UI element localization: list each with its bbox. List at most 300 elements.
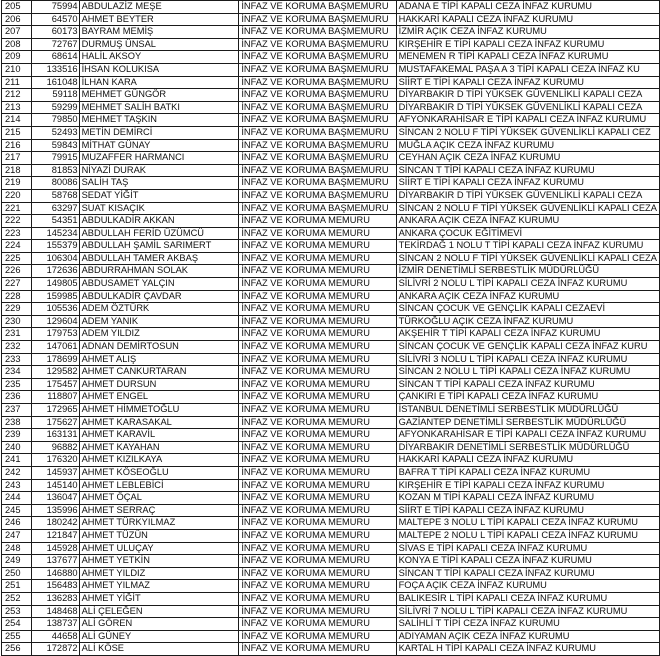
full-name-cell: AHMET KAYAHAN xyxy=(79,441,239,454)
job-title-cell: İNFAZ VE KORUMA MEMURU xyxy=(239,643,396,656)
full-name-cell: AHMET ENGEL xyxy=(79,391,239,404)
table-row xyxy=(2,529,660,542)
registry-number-cell: 44658 xyxy=(31,630,79,643)
job-title-cell: İNFAZ VE KORUMA MEMURU xyxy=(239,303,396,316)
registry-number-cell: 176320 xyxy=(31,454,79,467)
registry-number-cell: 75994 xyxy=(31,1,79,14)
table-row xyxy=(2,278,660,291)
full-name-cell: ABDULLAH ŞAMİL SARIMERT xyxy=(79,240,239,253)
full-name-cell: SEDAT YİĞİT xyxy=(79,189,239,202)
row-number-cell: 228 xyxy=(2,290,32,303)
table-row xyxy=(2,164,660,177)
row-number-cell: 240 xyxy=(2,441,32,454)
job-title-cell: İNFAZ VE KORUMA MEMURU xyxy=(239,605,396,618)
institution-cell: SİNCAN T TİPİ KAPALI CEZA İNFAZ KURUMU xyxy=(396,164,659,177)
job-title-cell: İNFAZ VE KORUMA BAŞMEMURU xyxy=(239,189,396,202)
job-title-cell: İNFAZ VE KORUMA MEMURU xyxy=(239,517,396,530)
full-name-cell: NİYAZİ DURAK xyxy=(79,164,239,177)
registry-number-cell: 118807 xyxy=(31,391,79,404)
job-title-cell: İNFAZ VE KORUMA MEMURU xyxy=(239,378,396,391)
row-number-cell: 216 xyxy=(2,139,32,152)
table-row xyxy=(2,227,660,240)
job-title-cell: İNFAZ VE KORUMA MEMURU xyxy=(239,630,396,643)
row-number-cell: 249 xyxy=(2,555,32,568)
institution-cell: BALIKESİR L TİPİ KAPALI CEZA İNFAZ KURUMU xyxy=(396,592,659,605)
row-number-cell: 206 xyxy=(2,13,32,26)
table-row xyxy=(2,126,660,139)
job-title-cell: İNFAZ VE KORUMA MEMURU xyxy=(239,290,396,303)
institution-cell: DİYARBAKIR D TİPİ YÜKSEK GÜVENLİKLİ KAPALI CEZA xyxy=(396,89,659,102)
full-name-cell: AHMET TÜRKYILMAZ xyxy=(79,517,239,530)
table-row xyxy=(2,114,660,127)
row-number-cell: 232 xyxy=(2,341,32,354)
registry-number-cell: 156483 xyxy=(31,580,79,593)
row-number-cell: 230 xyxy=(2,315,32,328)
registry-number-cell: 54351 xyxy=(31,215,79,228)
row-number-cell: 211 xyxy=(2,76,32,89)
registry-number-cell: 136283 xyxy=(31,592,79,605)
job-title-cell: İNFAZ VE KORUMA MEMURU xyxy=(239,580,396,593)
full-name-cell: AHMET HİMMETOĞLU xyxy=(79,404,239,417)
institution-cell: DİYARBAKIR D TİPİ YÜKSEK GÜVENLİKLİ KAPALI CEZA xyxy=(396,189,659,202)
full-name-cell: ABDUSAMET YALÇIN xyxy=(79,278,239,291)
job-title-cell: İNFAZ VE KORUMA BAŞMEMURU xyxy=(239,1,396,14)
row-number-cell: 222 xyxy=(2,215,32,228)
row-number-cell: 236 xyxy=(2,391,32,404)
full-name-cell: İHSAN KOLUKISA xyxy=(79,63,239,76)
table-row xyxy=(2,341,660,354)
institution-cell: MALTEPE 3 NOLU L TİPİ KAPALI CEZA İNFAZ KURUMU xyxy=(396,517,659,530)
row-number-cell: 214 xyxy=(2,114,32,127)
job-title-cell: İNFAZ VE KORUMA BAŞMEMURU xyxy=(239,101,396,114)
registry-number-cell: 59118 xyxy=(31,89,79,102)
row-number-cell: 207 xyxy=(2,26,32,39)
full-name-cell: MEHMET SALİH BATKI xyxy=(79,101,239,114)
registry-number-cell: 161048 xyxy=(31,76,79,89)
institution-cell: DİYARBAKIR D TİPİ YÜKSEK GÜVENLİKLİ KAPALI CEZA xyxy=(396,101,659,114)
registry-number-cell: 79915 xyxy=(31,152,79,165)
institution-cell: ADANA E TİPİ KAPALI CEZA İNFAZ KURUMU xyxy=(396,1,659,14)
table-row xyxy=(2,328,660,341)
registry-number-cell: 58768 xyxy=(31,189,79,202)
table-row xyxy=(2,101,660,114)
job-title-cell: İNFAZ VE KORUMA MEMURU xyxy=(239,240,396,253)
full-name-cell: METİN DEMİRCİ xyxy=(79,126,239,139)
table-row xyxy=(2,76,660,89)
table-row xyxy=(2,139,660,152)
registry-number-cell: 59299 xyxy=(31,101,79,114)
registry-number-cell: 138737 xyxy=(31,618,79,631)
full-name-cell: AHMET KIZILKAYA xyxy=(79,454,239,467)
full-name-cell: AHMET DURSUN xyxy=(79,378,239,391)
row-number-cell: 239 xyxy=(2,429,32,442)
full-name-cell: ABDULLAH FERİD ÜZÜMCÜ xyxy=(79,227,239,240)
row-number-cell: 231 xyxy=(2,328,32,341)
table-row xyxy=(2,630,660,643)
table-row xyxy=(2,441,660,454)
table-row xyxy=(2,391,660,404)
full-name-cell: ABDURRAHMAN SOLAK xyxy=(79,265,239,278)
institution-cell: FOÇA AÇIK CEZA İNFAZ KURUMU xyxy=(396,580,659,593)
institution-cell: BAFRA T TİPİ KAPALI CEZA İNFAZ KURUMU xyxy=(396,466,659,479)
job-title-cell: İNFAZ VE KORUMA BAŞMEMURU xyxy=(239,89,396,102)
institution-cell: HAKKARİ KAPALI CEZA İNFAZ KURUMU xyxy=(396,454,659,467)
row-number-cell: 250 xyxy=(2,567,32,580)
full-name-cell: AHMET YILDIZ xyxy=(79,567,239,580)
table-row xyxy=(2,605,660,618)
table-row xyxy=(2,265,660,278)
row-number-cell: 255 xyxy=(2,630,32,643)
job-title-cell: İNFAZ VE KORUMA BAŞMEMURU xyxy=(239,177,396,190)
institution-cell: ANKARA AÇIK CEZA İNFAZ KURUMU xyxy=(396,290,659,303)
full-name-cell: AHMET BEYTER xyxy=(79,13,239,26)
row-number-cell: 242 xyxy=(2,466,32,479)
table-row xyxy=(2,492,660,505)
table-row xyxy=(2,177,660,190)
institution-cell: SİLİVRİ 3 NOLU L TİPİ KAPALI CEZA İNFAZ KURUMU xyxy=(396,353,659,366)
row-number-cell: 220 xyxy=(2,189,32,202)
full-name-cell: ALİ ÇELEĞEN xyxy=(79,605,239,618)
table-row xyxy=(2,517,660,530)
table-row xyxy=(2,63,660,76)
institution-cell: SİNCAN ÇOCUK VE GENÇLİK KAPALI CEZA İNFAZ KURU xyxy=(396,341,659,354)
row-number-cell: 252 xyxy=(2,592,32,605)
row-number-cell: 248 xyxy=(2,542,32,555)
registry-number-cell: 178699 xyxy=(31,353,79,366)
institution-cell: SİLİVRİ 2 NOLU L TİPİ KAPALI CEZA İNFAZ KURUMU xyxy=(396,278,659,291)
registry-number-cell: 64570 xyxy=(31,13,79,26)
job-title-cell: İNFAZ VE KORUMA BAŞMEMURU xyxy=(239,63,396,76)
institution-cell: KONYA E TİPİ KAPALI CEZA İNFAZ KURUMU xyxy=(396,555,659,568)
table-row xyxy=(2,378,660,391)
row-number-cell: 254 xyxy=(2,618,32,631)
institution-cell: SİİRT E TİPİ KAPALI CEZA İNFAZ KURUMU xyxy=(396,76,659,89)
job-title-cell: İNFAZ VE KORUMA MEMURU xyxy=(239,504,396,517)
table-row xyxy=(2,504,660,517)
row-number-cell: 226 xyxy=(2,265,32,278)
row-number-cell: 218 xyxy=(2,164,32,177)
full-name-cell: ADEM YILDIZ xyxy=(79,328,239,341)
full-name-cell: SUAT KISAÇIK xyxy=(79,202,239,215)
institution-cell: SALİHLİ T TİPİ CEZA İNFAZ KURUMU xyxy=(396,618,659,631)
institution-cell: SİİRT E TİPİ KAPALI CEZA İNFAZ KURUMU xyxy=(396,504,659,517)
job-title-cell: İNFAZ VE KORUMA BAŞMEMURU xyxy=(239,38,396,51)
job-title-cell: İNFAZ VE KORUMA MEMURU xyxy=(239,479,396,492)
registry-number-cell: 129604 xyxy=(31,315,79,328)
institution-cell: SİNCAN 2 NOLU L TİPİ KAPALI CEZA İNFAZ KURUMU xyxy=(396,366,659,379)
table-row xyxy=(2,416,660,429)
table-row xyxy=(2,567,660,580)
registry-number-cell: 105536 xyxy=(31,303,79,316)
institution-cell: SİNCAN 2 NOLU F TİPİ YÜKSEK GÜVENLİKLİ KAPALI CEZA xyxy=(396,202,659,215)
row-number-cell: 253 xyxy=(2,605,32,618)
registry-number-cell: 145937 xyxy=(31,466,79,479)
registry-number-cell: 79850 xyxy=(31,114,79,127)
full-name-cell: ALİ GÜNEY xyxy=(79,630,239,643)
registry-number-cell: 96882 xyxy=(31,441,79,454)
job-title-cell: İNFAZ VE KORUMA MEMURU xyxy=(239,353,396,366)
table-row xyxy=(2,643,660,656)
full-name-cell: ABDULLAH TAMER AKBAŞ xyxy=(79,252,239,265)
job-title-cell: İNFAZ VE KORUMA MEMURU xyxy=(239,567,396,580)
institution-cell: SİNCAN T TİPİ KAPALI CEZA İNFAZ KURUMU xyxy=(396,567,659,580)
institution-cell: ANKARA AÇIK CEZA İNFAZ KURUMU xyxy=(396,215,659,228)
registry-number-cell: 163131 xyxy=(31,429,79,442)
row-number-cell: 212 xyxy=(2,89,32,102)
institution-cell: İZMİR AÇIK CEZA İNFAZ KURUMU xyxy=(396,26,659,39)
institution-cell: İZMİR DENETİMLİ SERBESTLİK MÜDÜRLÜĞÜ xyxy=(396,265,659,278)
institution-cell: MUSTAFAKEMAL PAŞA A 3 TİPİ KAPALI CEZA İNFAZ KU xyxy=(396,63,659,76)
table-row xyxy=(2,555,660,568)
table-row xyxy=(2,290,660,303)
full-name-cell: HALİL AKSOY xyxy=(79,51,239,64)
row-number-cell: 245 xyxy=(2,504,32,517)
registry-number-cell: 72767 xyxy=(31,38,79,51)
table-row xyxy=(2,252,660,265)
registry-number-cell: 159985 xyxy=(31,290,79,303)
institution-cell: GAZİANTEP DENETİMLİ SERBESTLİK MÜDÜRLÜĞÜ xyxy=(396,416,659,429)
institution-cell: KIRŞEHİR E TİPİ KAPALI CEZA İNFAZ KURUMU xyxy=(396,38,659,51)
registry-number-cell: 155379 xyxy=(31,240,79,253)
job-title-cell: İNFAZ VE KORUMA MEMURU xyxy=(239,441,396,454)
institution-cell: AKŞEHİR T TİPİ KAPALI CEZA İNFAZ KURUMU xyxy=(396,328,659,341)
institution-cell: İSTANBUL DENETİMLİ SERBESTLİK MÜDÜRLÜĞÜ xyxy=(396,404,659,417)
institution-cell: AFYONKARAHİSAR E TİPİ KAPALI CEZA İNFAZ KURUMU xyxy=(396,429,659,442)
registry-number-cell: 121847 xyxy=(31,529,79,542)
table-row xyxy=(2,618,660,631)
table-row xyxy=(2,315,660,328)
registry-number-cell: 175627 xyxy=(31,416,79,429)
row-number-cell: 247 xyxy=(2,529,32,542)
registry-number-cell: 59843 xyxy=(31,139,79,152)
registry-number-cell: 145234 xyxy=(31,227,79,240)
table-row xyxy=(2,89,660,102)
full-name-cell: AHMET TÜZÜN xyxy=(79,529,239,542)
full-name-cell: ABDULKADİR ÇAVDAR xyxy=(79,290,239,303)
institution-cell: SİNCAN 2 NOLU F TİPİ YÜKSEK GÜVENLİKLİ KAPALI CEZ xyxy=(396,126,659,139)
registry-number-cell: 149805 xyxy=(31,278,79,291)
job-title-cell: İNFAZ VE KORUMA MEMURU xyxy=(239,215,396,228)
row-number-cell: 210 xyxy=(2,63,32,76)
full-name-cell: AHMET YETKİN xyxy=(79,555,239,568)
table-row xyxy=(2,454,660,467)
job-title-cell: İNFAZ VE KORUMA BAŞMEMURU xyxy=(239,13,396,26)
job-title-cell: İNFAZ VE KORUMA BAŞMEMURU xyxy=(239,139,396,152)
full-name-cell: ALİ GÖREN xyxy=(79,618,239,631)
full-name-cell: AHMET SERRAÇ xyxy=(79,504,239,517)
full-name-cell: ABDULAZİZ MEŞE xyxy=(79,1,239,14)
job-title-cell: İNFAZ VE KORUMA MEMURU xyxy=(239,404,396,417)
registry-number-cell: 180242 xyxy=(31,517,79,530)
full-name-cell: MEHMET TAŞKIN xyxy=(79,114,239,127)
registry-number-cell: 63297 xyxy=(31,202,79,215)
institution-cell: HAKKARİ KAPALI CEZA İNFAZ KURUMU xyxy=(396,13,659,26)
row-number-cell: 238 xyxy=(2,416,32,429)
job-title-cell: İNFAZ VE KORUMA MEMURU xyxy=(239,529,396,542)
job-title-cell: İNFAZ VE KORUMA MEMURU xyxy=(239,555,396,568)
institution-cell: ADIYAMAN AÇIK CEZA İNFAZ KURUMU xyxy=(396,630,659,643)
row-number-cell: 235 xyxy=(2,378,32,391)
full-name-cell: SALİH TAŞ xyxy=(79,177,239,190)
institution-cell: ÇANKIRI E TİPİ KAPALI CEZA İNFAZ KURUMU xyxy=(396,391,659,404)
job-title-cell: İNFAZ VE KORUMA BAŞMEMURU xyxy=(239,76,396,89)
job-title-cell: İNFAZ VE KORUMA MEMURU xyxy=(239,315,396,328)
job-title-cell: İNFAZ VE KORUMA BAŞMEMURU xyxy=(239,152,396,165)
institution-cell: SİVAS E TİPİ KAPALI CEZA İNFAZ KURUMU xyxy=(396,542,659,555)
personnel-table xyxy=(1,0,660,656)
institution-cell: CEYHAN AÇIK CEZA İNFAZ KURUMU xyxy=(396,152,659,165)
institution-cell: DİYARBAKIR DENETİMLİ SERBESTLİK MÜDÜRLÜĞÜ xyxy=(396,441,659,454)
row-number-cell: 244 xyxy=(2,492,32,505)
full-name-cell: DURMUŞ ÜNSAL xyxy=(79,38,239,51)
table-row xyxy=(2,215,660,228)
registry-number-cell: 133516 xyxy=(31,63,79,76)
table-row xyxy=(2,26,660,39)
institution-cell: KARTAL H TİPİ KAPALI CEZA İNFAZ KURUMU xyxy=(396,643,659,656)
full-name-cell: MİTHAT GÜNAY xyxy=(79,139,239,152)
row-number-cell: 221 xyxy=(2,202,32,215)
full-name-cell: ADEM YANIK xyxy=(79,315,239,328)
job-title-cell: İNFAZ VE KORUMA MEMURU xyxy=(239,265,396,278)
full-name-cell: AHMET KÖSEOĞLU xyxy=(79,466,239,479)
registry-number-cell: 148468 xyxy=(31,605,79,618)
registry-number-cell: 145140 xyxy=(31,479,79,492)
table-row xyxy=(2,466,660,479)
job-title-cell: İNFAZ VE KORUMA BAŞMEMURU xyxy=(239,202,396,215)
institution-cell: ANKARA ÇOCUK EĞİTİMEVİ xyxy=(396,227,659,240)
job-title-cell: İNFAZ VE KORUMA MEMURU xyxy=(239,391,396,404)
institution-cell: TEKİRDAĞ 1 NOLU T TİPİ KAPALI CEZA İNFAZ KURUMU xyxy=(396,240,659,253)
registry-number-cell: 172636 xyxy=(31,265,79,278)
row-number-cell: 237 xyxy=(2,404,32,417)
full-name-cell: MUZAFFER HARMANCI xyxy=(79,152,239,165)
full-name-cell: ALİ KÖSE xyxy=(79,643,239,656)
institution-cell: SİNCAN 2 NOLU F TİPİ YÜKSEK GÜVENLİKLİ KAPALI CEZA xyxy=(396,252,659,265)
institution-cell: SİNCAN ÇOCUK VE GENÇLİK KAPALI CEZAEVİ xyxy=(396,303,659,316)
table-row xyxy=(2,580,660,593)
job-title-cell: İNFAZ VE KORUMA MEMURU xyxy=(239,466,396,479)
row-number-cell: 224 xyxy=(2,240,32,253)
registry-number-cell: 135996 xyxy=(31,504,79,517)
job-title-cell: İNFAZ VE KORUMA MEMURU xyxy=(239,592,396,605)
table-row xyxy=(2,13,660,26)
full-name-cell: AHMET KARASAKAL xyxy=(79,416,239,429)
full-name-cell: AHMET YİĞİT xyxy=(79,592,239,605)
registry-number-cell: 145928 xyxy=(31,542,79,555)
table-row xyxy=(2,479,660,492)
registry-number-cell: 147061 xyxy=(31,341,79,354)
job-title-cell: İNFAZ VE KORUMA MEMURU xyxy=(239,429,396,442)
row-number-cell: 225 xyxy=(2,252,32,265)
full-name-cell: AHMET KARAVİL xyxy=(79,429,239,442)
institution-cell: SİİRT E TİPİ KAPALI CEZA İNFAZ KURUMU xyxy=(396,177,659,190)
institution-cell: MALTEPE 2 NOLU L TİPİ KAPALI CEZA İNFAZ KURUMU xyxy=(396,529,659,542)
registry-number-cell: 172872 xyxy=(31,643,79,656)
full-name-cell: İLHAN KARA xyxy=(79,76,239,89)
row-number-cell: 227 xyxy=(2,278,32,291)
job-title-cell: İNFAZ VE KORUMA BAŞMEMURU xyxy=(239,114,396,127)
table-row xyxy=(2,51,660,64)
job-title-cell: İNFAZ VE KORUMA BAŞMEMURU xyxy=(239,164,396,177)
institution-cell: MUĞLA AÇIK CEZA İNFAZ KURUMU xyxy=(396,139,659,152)
table-row xyxy=(2,152,660,165)
table-row xyxy=(2,366,660,379)
registry-number-cell: 52493 xyxy=(31,126,79,139)
table-row xyxy=(2,542,660,555)
registry-number-cell: 172965 xyxy=(31,404,79,417)
job-title-cell: İNFAZ VE KORUMA MEMURU xyxy=(239,328,396,341)
registry-number-cell: 81853 xyxy=(31,164,79,177)
row-number-cell: 234 xyxy=(2,366,32,379)
job-title-cell: İNFAZ VE KORUMA MEMURU xyxy=(239,454,396,467)
table-row xyxy=(2,404,660,417)
job-title-cell: İNFAZ VE KORUMA MEMURU xyxy=(239,227,396,240)
row-number-cell: 233 xyxy=(2,353,32,366)
registry-number-cell: 175457 xyxy=(31,378,79,391)
institution-cell: SİLİVRİ 7 NOLU L TİPİ KAPALI CEZA İNFAZ KURUMU xyxy=(396,605,659,618)
table-row xyxy=(2,429,660,442)
registry-number-cell: 106304 xyxy=(31,252,79,265)
row-number-cell: 243 xyxy=(2,479,32,492)
table-row xyxy=(2,38,660,51)
row-number-cell: 205 xyxy=(2,1,32,14)
row-number-cell: 213 xyxy=(2,101,32,114)
job-title-cell: İNFAZ VE KORUMA BAŞMEMURU xyxy=(239,51,396,64)
table-row xyxy=(2,240,660,253)
row-number-cell: 215 xyxy=(2,126,32,139)
registry-number-cell: 80086 xyxy=(31,177,79,190)
job-title-cell: İNFAZ VE KORUMA BAŞMEMURU xyxy=(239,126,396,139)
registry-number-cell: 146880 xyxy=(31,567,79,580)
job-title-cell: İNFAZ VE KORUMA BAŞMEMURU xyxy=(239,26,396,39)
row-number-cell: 246 xyxy=(2,517,32,530)
full-name-cell: AHMET YILMAZ xyxy=(79,580,239,593)
row-number-cell: 209 xyxy=(2,51,32,64)
full-name-cell: AHMET LEBLEBİCİ xyxy=(79,479,239,492)
table-row xyxy=(2,592,660,605)
job-title-cell: İNFAZ VE KORUMA MEMURU xyxy=(239,618,396,631)
row-number-cell: 223 xyxy=(2,227,32,240)
institution-cell: AFYONKARAHİSAR E TİPİ KAPALI CEZA İNFAZ KURUMU xyxy=(396,114,659,127)
full-name-cell: ABDULKADİR AKKAN xyxy=(79,215,239,228)
full-name-cell: MEHMET GÜNGÖR xyxy=(79,89,239,102)
registry-number-cell: 136047 xyxy=(31,492,79,505)
row-number-cell: 256 xyxy=(2,643,32,656)
table-row xyxy=(2,189,660,202)
job-title-cell: İNFAZ VE KORUMA MEMURU xyxy=(239,366,396,379)
job-title-cell: İNFAZ VE KORUMA MEMURU xyxy=(239,341,396,354)
job-title-cell: İNFAZ VE KORUMA MEMURU xyxy=(239,542,396,555)
full-name-cell: AHMET ULUÇAY xyxy=(79,542,239,555)
registry-number-cell: 68614 xyxy=(31,51,79,64)
institution-cell: KOZAN M TİPİ KAPALI CEZA İNFAZ KURUMU xyxy=(396,492,659,505)
table-row xyxy=(2,1,660,14)
registry-number-cell: 137677 xyxy=(31,555,79,568)
institution-cell: KIRŞEHİR E TİPİ KAPALI CEZA İNFAZ KURUMU xyxy=(396,479,659,492)
table-row xyxy=(2,202,660,215)
row-number-cell: 208 xyxy=(2,38,32,51)
row-number-cell: 229 xyxy=(2,303,32,316)
institution-cell: SİNCAN T TİPİ KAPALI CEZA İNFAZ KURUMU xyxy=(396,378,659,391)
row-number-cell: 251 xyxy=(2,580,32,593)
registry-number-cell: 129582 xyxy=(31,366,79,379)
full-name-cell: BAYRAM MEMİŞ xyxy=(79,26,239,39)
full-name-cell: ADNAN DEMİRTOSUN xyxy=(79,341,239,354)
institution-cell: TÜRKOĞLU AÇIK CEZA İNFAZ KURUMU xyxy=(396,315,659,328)
institution-cell: MENEMEN R TİPİ KAPALI CEZA İNFAZ KURUMU xyxy=(396,51,659,64)
job-title-cell: İNFAZ VE KORUMA MEMURU xyxy=(239,252,396,265)
table-row xyxy=(2,303,660,316)
